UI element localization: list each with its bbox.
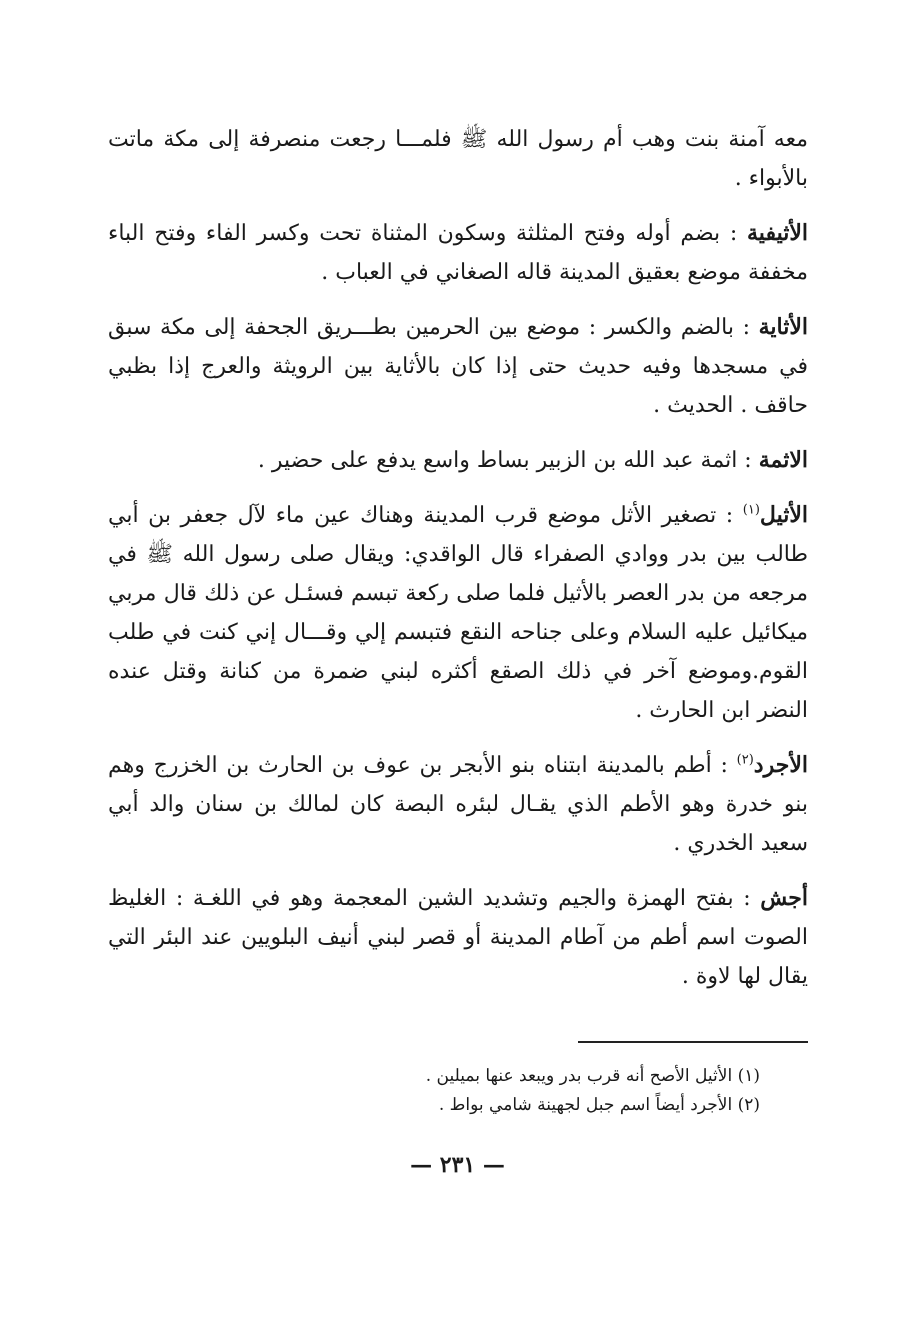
entry-continuation bbox=[108, 120, 808, 198]
footnote-1: (١) الأثيل الأصح أنه قرب بدر ويبعد عنها بميلين . bbox=[425, 1066, 760, 1086]
entry-ajash bbox=[108, 879, 808, 996]
page-number: — ٢٣١ — bbox=[410, 1152, 505, 1178]
entry-text: : اثمة عبد الله بن الزبير بساط واسع يدفع على حضير . bbox=[257, 448, 759, 473]
entry-ajrad bbox=[108, 746, 808, 863]
footnote-divider bbox=[578, 1041, 808, 1043]
footnote-2: (٢) الأجرد أيضاً اسم جبل لجهينة شامي بواط . bbox=[438, 1095, 760, 1115]
entry-text: : بالضم والكسر : موضع بين الحرمين بطـــريق الجحفة إلى مكة سبق في مسجدها وفيه حديث حتى إذا كان بالأثاية بين الرويثة والعرج إذا بظبي حاقف . الحديث . bbox=[108, 315, 808, 418]
entry-text: : أطم بالمدينة ابتناه بنو الأبجر بن عوف بن الحارث بن الخزرج وهم بنو خدرة وهو الأطم الذي يقـال لبئره البصة كان لمالك بن سنان والد أبي سعيد الخدري . bbox=[108, 753, 808, 856]
entry-term: الأثاية bbox=[758, 314, 808, 340]
entry-athaya bbox=[108, 308, 808, 425]
footnotes bbox=[108, 1062, 808, 1120]
footnote-ref[interactable]: (٢) bbox=[736, 752, 754, 768]
entry-term: أجش bbox=[760, 885, 808, 911]
entry-text: معه آمنة بنت وهب أم رسول الله ﷺ فلمـــا رجعت منصرفة إلى مكة ماتت بالأبواء . bbox=[108, 127, 808, 191]
entry-term: الأثيفية bbox=[747, 220, 808, 246]
entry-athifiya bbox=[108, 214, 808, 292]
footnote-ref[interactable]: (١) bbox=[742, 502, 760, 518]
page-body bbox=[108, 120, 808, 1012]
entry-text: : تصغير الأثل موضع قرب المدينة وهناك عين ماء لآل جعفر بن أبي طالب بين بدر ووادي الصفراء قال الواقدي: ويقال صلى رسول الله ﷺ في مرجعه من بدر العصر بالأثيل فلما صلى ركعة تبسم فسئـل عن ذلك قال مربي ميكائيل عليه السلام وعلى جناحه النقع فتبسم إلي وقـــال إني كنت في طلب القوم.وموضع آخر في ذلك الصقع أكثره لبني ضمرة من كنانة وقتل عنده النضر ابن الحارث . bbox=[108, 503, 808, 723]
entry-term: الأجرد bbox=[753, 752, 808, 778]
entry-uthayl bbox=[108, 496, 808, 730]
entry-text: : بضم أوله وفتح المثلثة وسكون المثناة تحت وكسر الفاء وفتح الباء مخففة موضع بعقيق المدينة قاله الصغاني في العباب . bbox=[108, 221, 808, 285]
entry-term: الأثيل bbox=[759, 502, 808, 528]
entry-text: : بفتح الهمزة والجيم وتشديد الشين المعجمة وهو في اللغـة : الغليظ الصوت اسم أطم من آطام المدينة أو قصر لبني أنيف البلويين عند البئر التي يقال لها لاوة . bbox=[108, 886, 808, 989]
entry-term: الاثمة bbox=[758, 447, 808, 473]
entry-athma bbox=[108, 441, 808, 480]
